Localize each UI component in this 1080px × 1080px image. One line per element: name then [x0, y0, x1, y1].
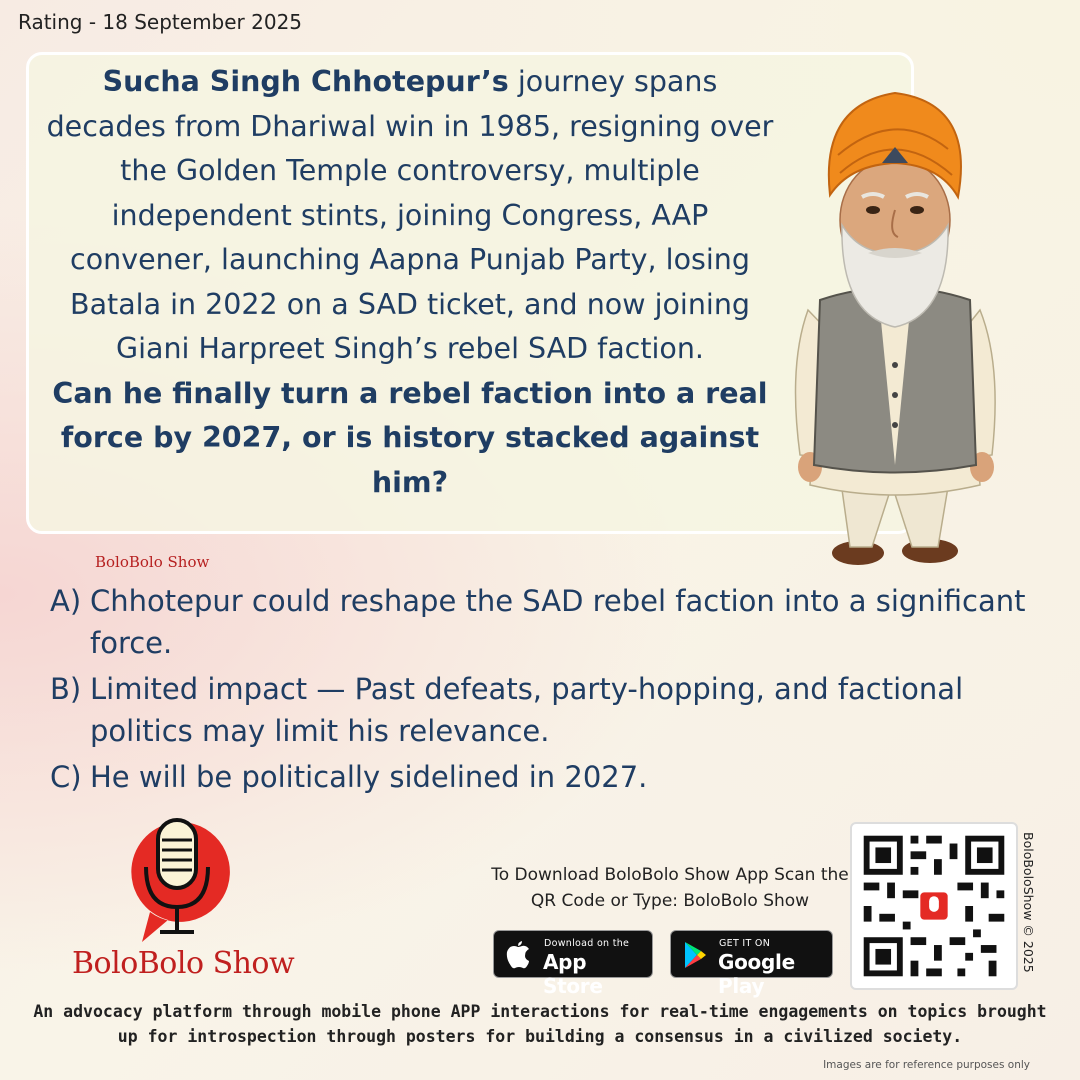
apple-icon	[506, 941, 530, 969]
google-play-icon	[683, 941, 707, 969]
google-play-label: Google Play	[718, 950, 795, 998]
app-store-label: App Store	[543, 950, 603, 998]
option-b-letter: B)	[50, 672, 82, 706]
caricature-image	[780, 85, 1010, 575]
qr-code-icon[interactable]	[850, 822, 1018, 990]
option-a[interactable]	[50, 580, 1050, 664]
option-c-letter: C)	[50, 760, 82, 794]
copyright-vertical	[1016, 830, 1040, 990]
option-c-text: He will be politically sidelined in 2027.	[90, 760, 648, 794]
microphone-logo-icon	[120, 812, 235, 952]
app-store-button[interactable]	[493, 930, 653, 998]
google-play-small-label: GET IT ON	[719, 938, 771, 949]
option-c[interactable]	[50, 756, 1050, 798]
download-instructions: To Download BoloBolo Show App Scan the QR Code or Type: BoloBolo Show	[491, 865, 849, 911]
footer-mission-text: An advocacy platform through mobile phone APP interactions for real-time engagements on topics brought up for introspection through posters for building a consensus in a civilized society.	[33, 1002, 1047, 1046]
option-b-text: Limited impact — Past defeats, party-hopping, and factional politics may limit his relevance.	[90, 672, 964, 748]
question-cta: Can he finally turn a rebel faction into a real force by 2027, or is history stacked against him?	[52, 376, 768, 499]
question-text	[40, 60, 780, 505]
option-b[interactable]	[50, 668, 1050, 752]
google-play-button[interactable]	[670, 930, 833, 998]
option-a-letter: A)	[50, 584, 82, 618]
subject-name: Sucha Singh Chhotepur’s	[102, 65, 509, 98]
image-disclaimer: Images are for reference purposes only	[823, 1059, 1030, 1071]
option-a-text: Chhotepur could reshape the SAD rebel faction into a significant force.	[90, 584, 1026, 660]
watermark-brand: BoloBolo Show	[95, 553, 210, 571]
rating-date: Rating - 18 September 2025	[18, 10, 303, 34]
app-store-small-label: Download on the	[544, 938, 630, 949]
copyright-text: BoloBoloShow © 2025	[1021, 832, 1036, 973]
brand-logo-text: BoloBolo Show	[72, 946, 295, 981]
question-body: journey spans decades from Dhariwal win in 1985, resigning over the Golden Temple controversy, multiple independent stints, joining Congress, AAP convener, launching Aapna Punjab Party, losing Batala in 2022 on a SAD ticket, and now joining Giani Harpreet Singh’s rebel SAD faction.	[46, 65, 774, 365]
